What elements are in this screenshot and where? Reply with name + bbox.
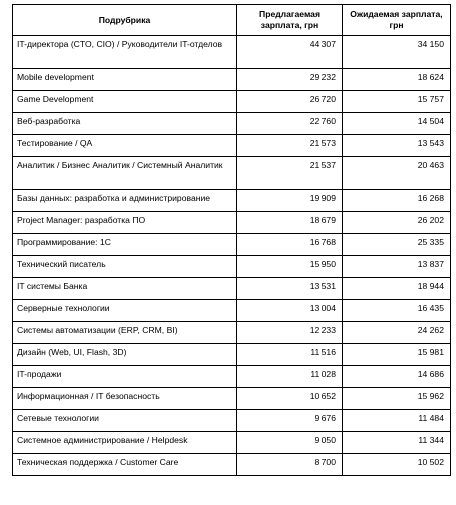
row-offered-salary: 15 950 xyxy=(237,256,343,278)
row-offered-salary: 11 516 xyxy=(237,344,343,366)
row-offered-salary: 21 537 xyxy=(237,157,343,190)
table-row xyxy=(13,256,451,278)
row-category: Веб-разработка xyxy=(13,113,237,135)
table-row xyxy=(13,190,451,212)
table-row xyxy=(13,366,451,388)
row-offered-salary: 12 233 xyxy=(237,322,343,344)
row-offered-salary: 9 050 xyxy=(237,432,343,454)
table-row xyxy=(13,344,451,366)
row-expected-salary: 34 150 xyxy=(343,36,451,69)
row-offered-salary: 26 720 xyxy=(237,91,343,113)
row-category: Программирование: 1С xyxy=(13,234,237,256)
table-row xyxy=(13,300,451,322)
table-row xyxy=(13,113,451,135)
table-row xyxy=(13,432,451,454)
row-category: Project Manager: разработка ПО xyxy=(13,212,237,234)
row-category: Дизайн (Web, UI, Flash, 3D) xyxy=(13,344,237,366)
row-category: IT системы Банка xyxy=(13,278,237,300)
table-row xyxy=(13,135,451,157)
row-expected-salary: 18 944 xyxy=(343,278,451,300)
row-offered-salary: 16 768 xyxy=(237,234,343,256)
table-row xyxy=(13,212,451,234)
row-expected-salary: 15 981 xyxy=(343,344,451,366)
row-category: Тестирование / QA xyxy=(13,135,237,157)
row-category: Сетевые технологии xyxy=(13,410,237,432)
row-offered-salary: 13 531 xyxy=(237,278,343,300)
row-category: Базы данных: разработка и администрирование xyxy=(13,190,237,212)
table-row xyxy=(13,388,451,410)
row-expected-salary: 20 463 xyxy=(343,157,451,190)
row-expected-salary: 16 268 xyxy=(343,190,451,212)
table-row xyxy=(13,278,451,300)
row-category: Системное администрирование / Helpdesk xyxy=(13,432,237,454)
table-row xyxy=(13,234,451,256)
row-category: Game Development xyxy=(13,91,237,113)
table-row xyxy=(13,157,451,190)
row-category: Серверные технологии xyxy=(13,300,237,322)
row-offered-salary: 13 004 xyxy=(237,300,343,322)
row-expected-salary: 24 262 xyxy=(343,322,451,344)
row-offered-salary: 10 652 xyxy=(237,388,343,410)
row-category: Mobile development xyxy=(13,69,237,91)
table-row xyxy=(13,454,451,476)
table-header-row xyxy=(13,5,451,36)
row-expected-salary: 16 435 xyxy=(343,300,451,322)
row-category: Информационная / IT безопасность xyxy=(13,388,237,410)
row-offered-salary: 29 232 xyxy=(237,69,343,91)
salary-table xyxy=(12,4,451,476)
row-category: Аналитик / Бизнес Аналитик / Системный Аналитик xyxy=(13,157,237,190)
table-row xyxy=(13,91,451,113)
row-expected-salary: 15 962 xyxy=(343,388,451,410)
row-category: Технический писатель xyxy=(13,256,237,278)
row-offered-salary: 22 760 xyxy=(237,113,343,135)
table-row xyxy=(13,69,451,91)
row-expected-salary: 15 757 xyxy=(343,91,451,113)
row-expected-salary: 13 543 xyxy=(343,135,451,157)
row-offered-salary: 18 679 xyxy=(237,212,343,234)
row-category: Техническая поддержка / Customer Care xyxy=(13,454,237,476)
row-offered-salary: 9 676 xyxy=(237,410,343,432)
row-expected-salary: 26 202 xyxy=(343,212,451,234)
header-category: Подрубрика xyxy=(13,5,237,36)
table-row xyxy=(13,410,451,432)
row-offered-salary: 11 028 xyxy=(237,366,343,388)
row-expected-salary: 10 502 xyxy=(343,454,451,476)
row-offered-salary: 8 700 xyxy=(237,454,343,476)
row-expected-salary: 11 484 xyxy=(343,410,451,432)
row-category: IT-директора (CTO, CIO) / Руководители IT-отделов xyxy=(13,36,237,69)
table-row xyxy=(13,36,451,69)
row-expected-salary: 11 344 xyxy=(343,432,451,454)
header-expected-salary: Ожидаемая зарплата, грн xyxy=(343,5,451,36)
row-offered-salary: 21 573 xyxy=(237,135,343,157)
row-expected-salary: 18 624 xyxy=(343,69,451,91)
row-category: IT-продажи xyxy=(13,366,237,388)
row-category: Системы автоматизации (ERP, CRM, BI) xyxy=(13,322,237,344)
row-expected-salary: 14 686 xyxy=(343,366,451,388)
salary-table-container xyxy=(12,4,450,476)
row-offered-salary: 44 307 xyxy=(237,36,343,69)
row-expected-salary: 25 335 xyxy=(343,234,451,256)
header-offered-salary: Предлагаемая зарплата, грн xyxy=(237,5,343,36)
table-row xyxy=(13,322,451,344)
row-expected-salary: 13 837 xyxy=(343,256,451,278)
row-expected-salary: 14 504 xyxy=(343,113,451,135)
row-offered-salary: 19 909 xyxy=(237,190,343,212)
